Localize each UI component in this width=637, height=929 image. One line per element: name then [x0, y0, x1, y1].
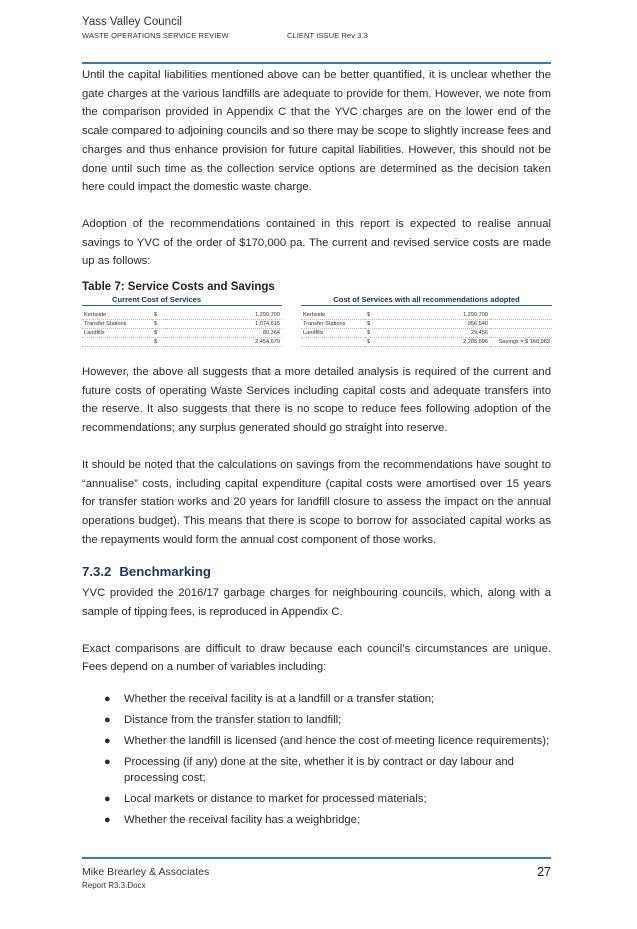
- list-item: ● Processing (if any) done at the site, whether it is by contract or day labour and processing cost;: [104, 756, 514, 785]
- currency-symbol: $: [365, 338, 379, 347]
- section-number: 7.3.2: [82, 564, 112, 580]
- current-cost-table: [82, 295, 282, 347]
- currency-symbol: $: [152, 320, 166, 329]
- row-value: 1,074,615: [166, 320, 282, 329]
- table-row: [301, 320, 552, 329]
- table-row: [82, 329, 282, 338]
- paragraph-capital-liabilities: Until the capital liabilities mentioned above can be better quantified, it is unclear whether the gate charges at the various landfills are adequate to provide for them. However, we note from the comparison provided in Appendix C that the YVC charges are on the lower end of the scale compared to adjoining councils and so there may be scope to slightly increase fees and charges and thus enhance provision for future capital liabilities. However, this should not be done until such time as the collection service options are determined as the decision taken here could impact the domestic waste charge.: [82, 69, 551, 194]
- paragraph-savings: Adoption of the recommendations contained in this report is expected to realise annual savings to YVC of the order of $170,000 pa. The current and revised service costs are made up as follows:: [82, 217, 551, 268]
- issue-label: CLIENT ISSUE Rev 3.3: [286, 31, 368, 40]
- table-row: [82, 320, 282, 329]
- current-cost-title: Current Cost of Services: [82, 295, 282, 306]
- variables-list: [82, 691, 551, 828]
- row-value: 1,299,700: [166, 311, 282, 320]
- document-title: WASTE OPERATIONS SERVICE REVIEW: [82, 31, 229, 40]
- document-filename: Report R3.3.Docx: [82, 881, 146, 890]
- page-number: 27: [537, 865, 551, 879]
- currency-symbol: $: [365, 311, 379, 320]
- row-label: Kerbside: [301, 311, 365, 320]
- row-extra: [490, 329, 552, 338]
- firm-name: Mike Brearley & Associates: [82, 866, 210, 878]
- row-value: 80,364: [166, 329, 282, 338]
- page-header: [82, 15, 552, 40]
- section-title: Benchmarking: [119, 564, 211, 580]
- table-row: [301, 329, 552, 338]
- row-label: [82, 338, 152, 347]
- bullet-icon: ●: [104, 735, 111, 748]
- paragraph-garbage-charges: YVC provided the 2016/17 garbage charges for neighbouring councils, which, along with a sample of tipping fees, is reproduced in Appendix C.: [82, 587, 551, 619]
- savings-total: Savings = $ 168,983: [490, 338, 552, 347]
- list-item: ● Whether the receival facility has a weighbridge;: [104, 814, 361, 827]
- bullet-icon: ●: [104, 714, 111, 727]
- paragraph-detailed-analysis: However, the above all suggests that a more detailed analysis is required of the current and future costs of operating Waste Services including capital costs and adequate transfers into the reserve. It also suggests that there is no scope to reduce fees following adoption of the recommendations; any surplus generated should go straight into reserve.: [82, 366, 551, 435]
- page-footer: [82, 866, 551, 890]
- currency-symbol: $: [152, 329, 166, 338]
- row-value: 2,285,696: [379, 338, 490, 347]
- bullet-icon: ●: [104, 793, 111, 806]
- service-costs-table: [82, 295, 551, 363]
- page-body: [82, 66, 551, 833]
- row-label: [301, 338, 365, 347]
- row-value: 1,299,700: [379, 311, 490, 320]
- paragraph-comparisons: Exact comparisons are difficult to draw because each council’s circumstances are unique. Fees depend on a number of variables including:: [82, 642, 551, 674]
- row-label: Transfer Stations: [301, 320, 365, 329]
- list-item: ● Local markets or distance to market for processed materials;: [104, 793, 427, 806]
- row-extra: [490, 311, 552, 320]
- table-row-total: [82, 338, 282, 347]
- table-caption: Table 7: Service Costs and Savings: [82, 281, 275, 294]
- table-row: [301, 311, 552, 320]
- row-label: Landfills: [301, 329, 365, 338]
- table-row-total: [301, 338, 552, 347]
- bullet-icon: ●: [104, 693, 111, 706]
- header-subtitle: [82, 31, 552, 40]
- currency-symbol: $: [365, 320, 379, 329]
- row-extra: [490, 320, 552, 329]
- row-label: Kerbside: [82, 311, 152, 320]
- table-row: [82, 311, 282, 320]
- footer-rule: [82, 857, 551, 859]
- row-value: 2,454,679: [166, 338, 282, 347]
- currency-symbol: $: [365, 329, 379, 338]
- row-label: Transfer Stations: [82, 320, 152, 329]
- section-heading: [82, 563, 551, 581]
- row-value: 29,456: [379, 329, 490, 338]
- row-value: 956,540: [379, 320, 490, 329]
- currency-symbol: $: [152, 338, 166, 347]
- list-item: ● Whether the landfill is licensed (and hence the cost of meeting licence requirements);: [104, 735, 550, 748]
- bullet-icon: ●: [104, 814, 111, 827]
- revised-cost-table: [301, 295, 552, 347]
- row-label: Landfills: [82, 329, 152, 338]
- header-rule: [82, 62, 551, 64]
- currency-symbol: $: [152, 311, 166, 320]
- bullet-icon: ●: [104, 756, 111, 769]
- paragraph-annualise: It should be noted that the calculations on savings from the recommendations have sought to “annualise” costs, including capital expenditure (capital costs were amortised over 15 years for transfer station works and 20 years for landfill closure to assess the impact on the annual operations budget). This means that there is scope to borrow for associated capital works as the repayments would form the annual cost component of those works.: [82, 458, 551, 546]
- list-item: ● Distance from the transfer station to landfill;: [104, 714, 342, 727]
- organisation-name: Yass Valley Council: [82, 16, 182, 28]
- list-item: ● Whether the receival facility is at a landfill or a transfer station;: [104, 693, 435, 706]
- revised-cost-title: Cost of Services with all recommendations adopted: [301, 295, 552, 306]
